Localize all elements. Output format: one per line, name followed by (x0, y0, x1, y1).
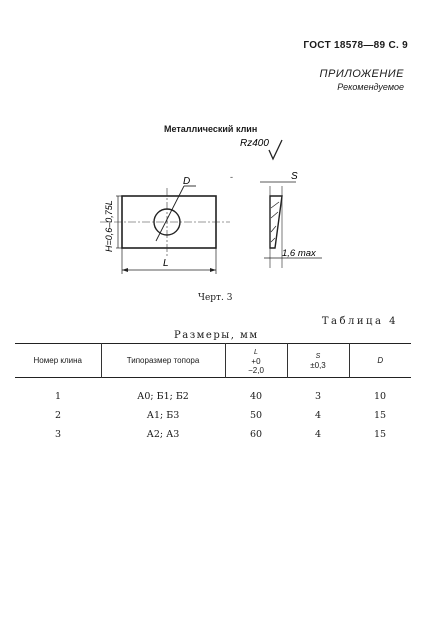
table-row: 3 А2; А3 60 4 15 (54, 429, 387, 440)
table-header-row (15, 344, 411, 378)
appendix-block (320, 68, 404, 94)
dimensions-table (15, 343, 411, 444)
svg-text:-: - (230, 173, 234, 183)
appendix-status: Рекомендуемое (337, 82, 404, 92)
table-row: 2 А1; Б3 50 4 15 (54, 410, 387, 421)
header-d: D (349, 344, 411, 378)
drawing-title: Металлический клин (164, 124, 258, 134)
drawing-caption: Черт. 3 (198, 293, 233, 303)
header-l: L +0 −2,0 (225, 344, 287, 378)
header-s: S ±0,3 (287, 344, 349, 378)
table-label: Таблица 4 (321, 316, 398, 327)
roughness-check-icon (269, 140, 282, 159)
table-row: 1 А0; Б1; Б2 40 3 10 (54, 390, 387, 402)
header-number: Номер клина (33, 356, 82, 365)
dim-h-label: H=0,6–0,75L (104, 200, 114, 252)
dim-d-label: D (183, 176, 191, 187)
dim-max-label: 1,6 max (282, 248, 316, 259)
header-size: Типоразмер топора (101, 344, 225, 378)
roughness-label: Rz400 (240, 138, 269, 149)
table-subtitle: Размеры, мм (174, 330, 259, 341)
dim-s-label: S (291, 171, 298, 182)
wedge-side-view (270, 196, 282, 248)
wedge-drawing (60, 128, 360, 293)
appendix-title: ПРИЛОЖЕНИЕ (319, 68, 404, 80)
dim-l-label: L (163, 258, 169, 269)
document-header: ГОСТ 18578—89 С. 9 (303, 40, 408, 51)
